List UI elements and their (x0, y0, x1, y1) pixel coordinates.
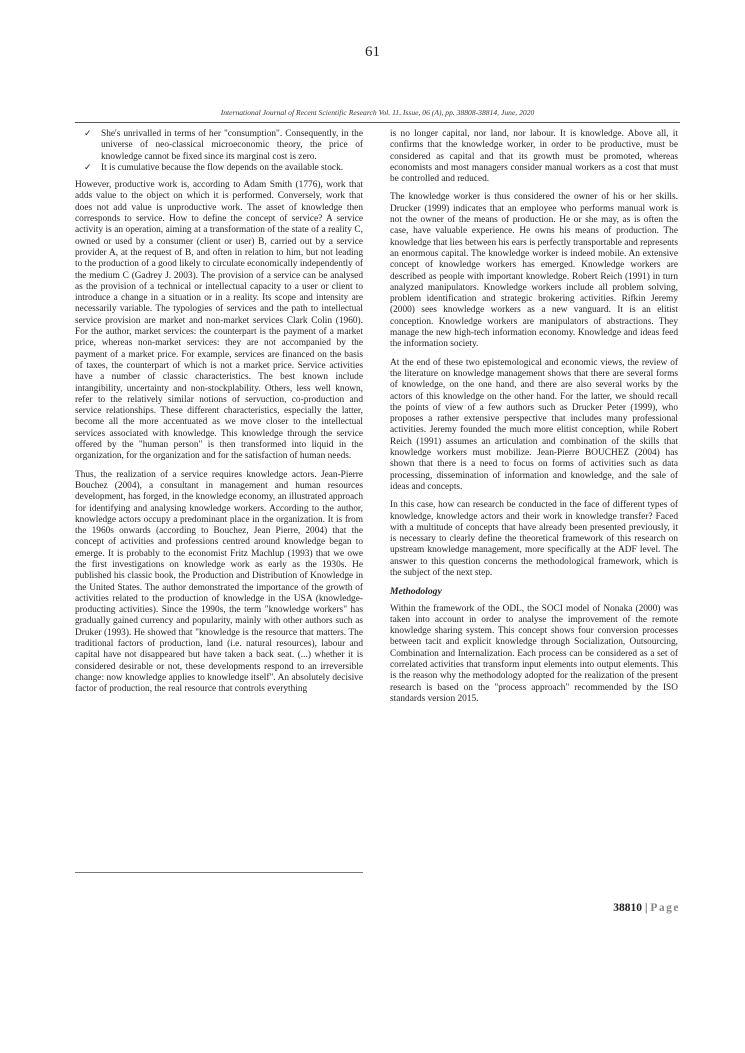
paragraph: The knowledge worker is thus considered the owner of his or her skills. Drucker (1999) indicates that an employee who performs manual work is not the owner of the means of production. He or she may, as is often the case, have valuable experience. He owns his means of production. The knowledge that lies between his ears is perfectly transportable and represents an enormous capital. The knowledge worker is indeed mobile. An extensive concept of knowledge workers has emerged. Knowledge workers are described as people with important knowledge. Robert Reich (1991) in turn analyzed manipulators. Knowledge workers include all problem solving, problem identification and strategic brokering activities. Rifkin Jeremy (2000) sees knowledge workers as a new vanguard. It is an elitist conception. Knowledge workers are manipulators of abstractions. They manage the new high-tech information economy. Knowledge and ideas feed the information society. (390, 192, 678, 350)
right-column (390, 129, 678, 712)
header-rule (75, 122, 680, 123)
page-footer (560, 902, 680, 914)
bullet-list (75, 129, 363, 174)
paragraph: In this case, how can research be conducted in the face of different types of knowledge, knowledge actors and their work in knowledge transfer? Faced with a multitude of concepts that have already been presented previously, it is necessary to clearly define the theoretical framework of this research on upstream knowledge management, more specifically at the ADF level. The answer to this question concerns the methodological framework, which is the subject of the next step. (390, 500, 678, 578)
bullet-text: It is cumulative because the flow depends on the available stock. (101, 162, 344, 173)
paragraph: Within the framework of the ODL, the SOCI model of Nonaka (2000) was taken into account in order to analyse the improvement of the remote knowledge sharing system. This concept shows four conversion processes between tacit and explicit knowledge through Socialization, Outsourcing, Combination and Internalization. Each process can be considered as a set of correlated activities that transform input elements into output elements. This is the reason why the methodology adopted for the realization of the present research is based on the "process approach" recommended by the ISO standards version 2015. (390, 603, 678, 704)
paragraph: is no longer capital, nor land, nor labour. It is knowledge. Above all, it confirms that the knowledge worker, in order to be productive, must be considered as capital and that its growth must be promoted, whereas economists and most managers consider manual workers as a cost that must be controlled and reduced. (390, 129, 678, 185)
section-heading-methodology: Methodology (390, 586, 442, 598)
page-number-top: 61 (365, 44, 380, 60)
bullet-item (75, 129, 363, 163)
bullet-text: She's unrivalled in terms of her "consumption". Consequently, in the universe of neo-classical microeconomic theory, the price of knowledge cannot be fixed since its marginal cost is zero. (101, 129, 363, 162)
running-header: International Journal of Recent Scientific Research Vol. 11, Issue, 06 (A), pp. 38808-38814, June, 2020 (220, 108, 535, 117)
check-mark-icon: ✓ (84, 162, 92, 173)
footer-separator: | (645, 902, 648, 914)
footer-page-number: 38810 (613, 902, 643, 914)
bullet-item (75, 163, 363, 174)
paragraph: Thus, the realization of a service requires knowledge actors. Jean-Pierre Bouchez (2004), a consultant in management and human resources development, has forged, in the knowledge economy, an illustrated approach for identifying and analysing knowledge workers. According to the author, knowledge actors occupy a predominant place in the organization. It is from the 1960s onwards (according to Bouchez, Jean Pierre, 2004) that the concept of activities and professions centred around knowledge began to emerge. It is probably to the economist Fritz Machlup (1993) that we owe the first investigations on knowledge work as early as the 1930s. He published his classic book, the Production and Distribution of Knowledge in the United States. The author demonstrated the importance of the growth of activities related to the production of knowledge in the USA (knowledge-producting activities). Since the 1990s, the term "knowledge workers" has gradually gained currency and popularity, mainly with other authors such as Druker (1993). He showed that "knowledge is the resource that matters. The traditional factors of production, land (i.e. natural resources), labour and capital have not disappeared but have taken a back seat. (...) whether it is considered desirable or not, these developments respond to an irreversible change: now knowledge applies to knowledge itself". An absolutely decisive factor of production, the real resource that controls everything (75, 469, 363, 695)
left-column (75, 129, 363, 703)
footer-page-label: Page (650, 902, 680, 914)
paragraph: At the end of these two epistemological and economic views, the review of the literature on knowledge management shows that there are several forms of knowledge, on the one hand, and there are also several works by the actors of this knowledge on the other hand. For the latter, we should recall the points of view of a few authors such as Drucker Peter (1999), who proposes a rather extensive perspective that includes many professional activities. Jeremy founded the much more elitist conception, while Robert Reich (1991) assumes an articulation and combination of the skills that knowledge workers must mobilize. Jean-Pierre BOUCHEZ (2004) has shown that there is a need to focus on forms of activities such as data processing, dissemination of information and knowledge, and the sale of ideas and concepts. (390, 357, 678, 492)
column-bottom-rule (75, 872, 363, 873)
check-mark-icon: ✓ (84, 129, 92, 139)
paragraph: However, productive work is, according to Adam Smith (1776), work that adds value to the object on which it is performed. Conversely, work that does not add value is unproductive work. The asset of knowledge then corresponds to service. How to define the concept of service? A service activity is an operation, aiming at a transformation of the state of a reality C, owned or used by a consumer (client or user) B, carried out by a service provider A, at the request of B, and often in relation to him, but not leading to the production of a good likely to circulate economically independently of the medium C (Gadrey J. 2003). The provision of a service can be analysed as the provision of a technical or intellectual capacity to a user or client to introduce a change in a situation or in a reality. Its scope and intensity are necessarily variable. The typologies of services and the path to intellectual service provision are market and non-market services Clark Colin (1960). For the author, market services: the counterpart is the payment of a market price, whereas non-market services: they are not accompanied by the payment of a market price. For example, services are financed on the basis of taxes, the counterpart of which is not a market price. Service activities have a number of classic characteristics. The best known include intangibility, uncertainty and non-stockplability. Others, less well known, refer to the relatively similar notions of servuction, co-production and service relationships. These different characteristics, especially the latter, become all the more accentuated as we move closer to the intellectual services associated with knowledge. This knowledge through the service offered by the "human person" is then transformed into liquid in the organization, for the organization and for the satisfaction of human needs. (75, 180, 363, 462)
